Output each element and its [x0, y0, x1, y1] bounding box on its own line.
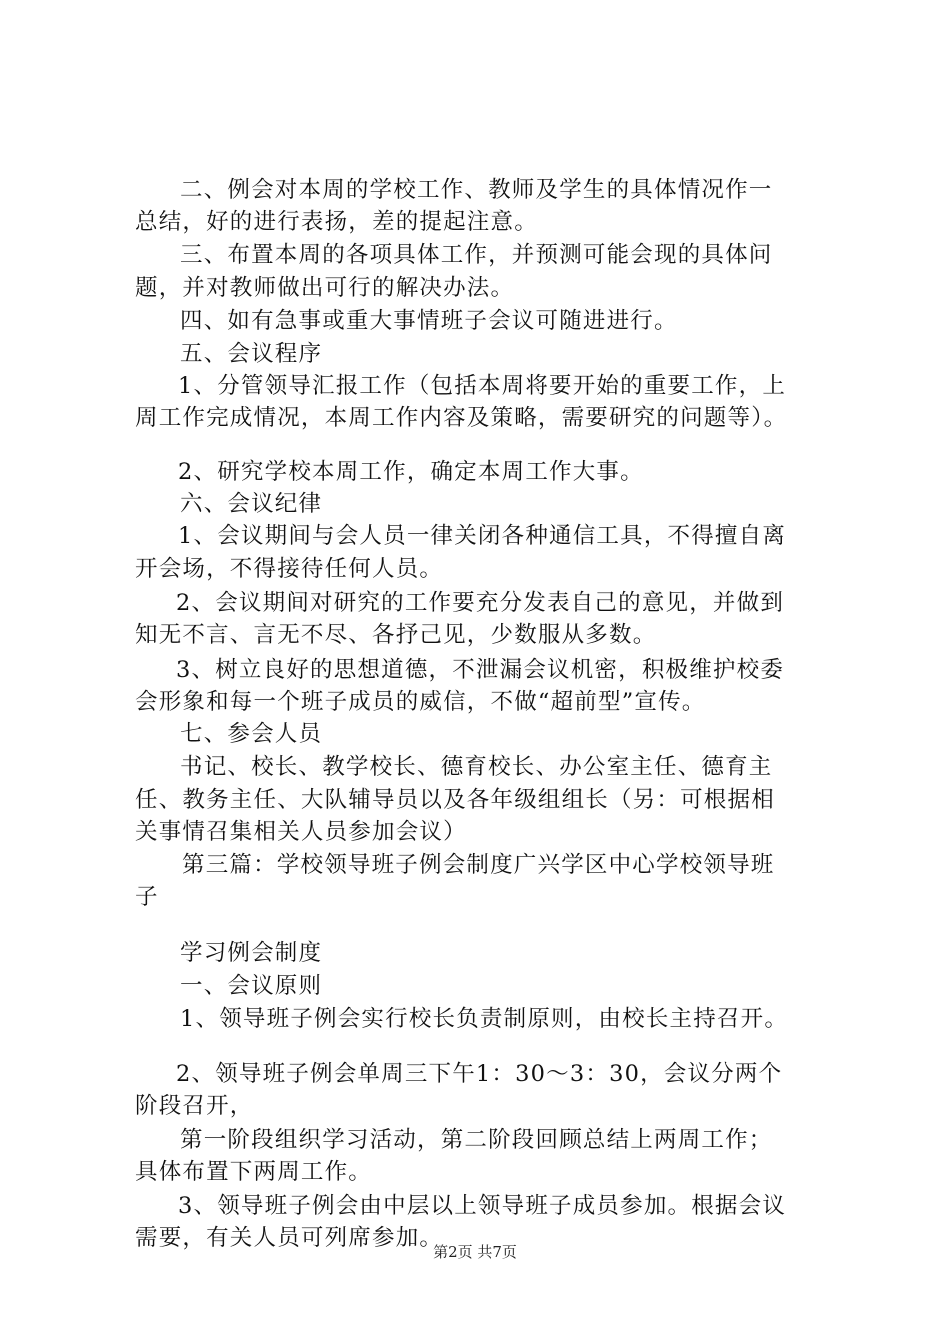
- paragraph-line: 1、分管领导汇报工作（包括本周将要开始的重要工作，上: [178, 373, 787, 399]
- paragraph-line: 2、研究学校本周工作，确定本周工作大事。: [178, 459, 644, 485]
- paragraph-line: 任、教务主任、大队辅导员以及各年级组组长（另：可根据相: [135, 787, 775, 813]
- section-heading: 六、会议纪律: [180, 491, 323, 517]
- paragraph-line: 会形象和每一个班子成员的威信，不做“超前型”宣传。: [135, 689, 706, 715]
- chapter-heading: 第三篇：学校领导班子例会制度广兴学区中心学校领导班: [182, 852, 775, 878]
- paragraph-line: 周工作完成情况，本周工作内容及策略，需要研究的问题等）。: [135, 405, 788, 431]
- paragraph-line: 第一阶段组织学习活动，第二阶段回顾总结上两周工作；: [180, 1127, 773, 1153]
- paragraph-line: 知无不言、言无不尽、各抒己见，少数服从多数。: [135, 622, 657, 648]
- chapter-heading: 学习例会制度: [180, 940, 323, 966]
- paragraph-line: 具体布置下两周工作。: [135, 1159, 373, 1185]
- paragraph-line: 二、例会对本周的学校工作、教师及学生的具体情况作一: [180, 177, 773, 203]
- section-heading: 五、会议程序: [180, 341, 323, 367]
- paragraph-line: 阶段召开，: [135, 1093, 254, 1119]
- paragraph-line: 三、布置本周的各项具体工作，并预测可能会现的具体问: [180, 242, 773, 268]
- paragraph-line: 开会场，不得接待任何人员。: [135, 556, 444, 582]
- paragraph-line: 1、领导班子例会实行校长负责制原则，由校长主持召开。: [180, 1006, 789, 1032]
- section-heading: 一、会议原则: [180, 973, 323, 999]
- paragraph-line: 2、会议期间对研究的工作要充分发表自己的意见，并做到: [176, 590, 785, 616]
- section-heading: 七、参会人员: [180, 721, 323, 747]
- chapter-heading: 子: [135, 884, 159, 910]
- paragraph-line: 题，并对教师做出可行的解决办法。: [135, 275, 515, 301]
- paragraph-line: 四、如有急事或重大事情班子会议可随进进行。: [180, 308, 678, 334]
- page-number: 第2页 共7页: [433, 1243, 517, 1261]
- paragraph-line: 3、领导班子例会由中层以上领导班子成员参加。根据会议: [178, 1193, 787, 1219]
- paragraph-line: 2、领导班子例会单周三下午1：30～3：30，会议分两个: [176, 1061, 783, 1087]
- paragraph-line: 总结，好的进行表扬，差的提起注意。: [135, 209, 538, 235]
- paragraph-line: 书记、校长、教学校长、德育校长、办公室主任、德育主: [180, 754, 773, 780]
- paragraph-line: 3、树立良好的思想道德，不泄漏会议机密，积极维护校委: [176, 657, 785, 683]
- paragraph-line: 关事情召集相关人员参加会议）: [135, 819, 467, 845]
- paragraph-line: 1、会议期间与会人员一律关闭各种通信工具，不得擅自离: [178, 523, 787, 549]
- paragraph-line: 需要，有关人员可列席参加。: [135, 1225, 444, 1251]
